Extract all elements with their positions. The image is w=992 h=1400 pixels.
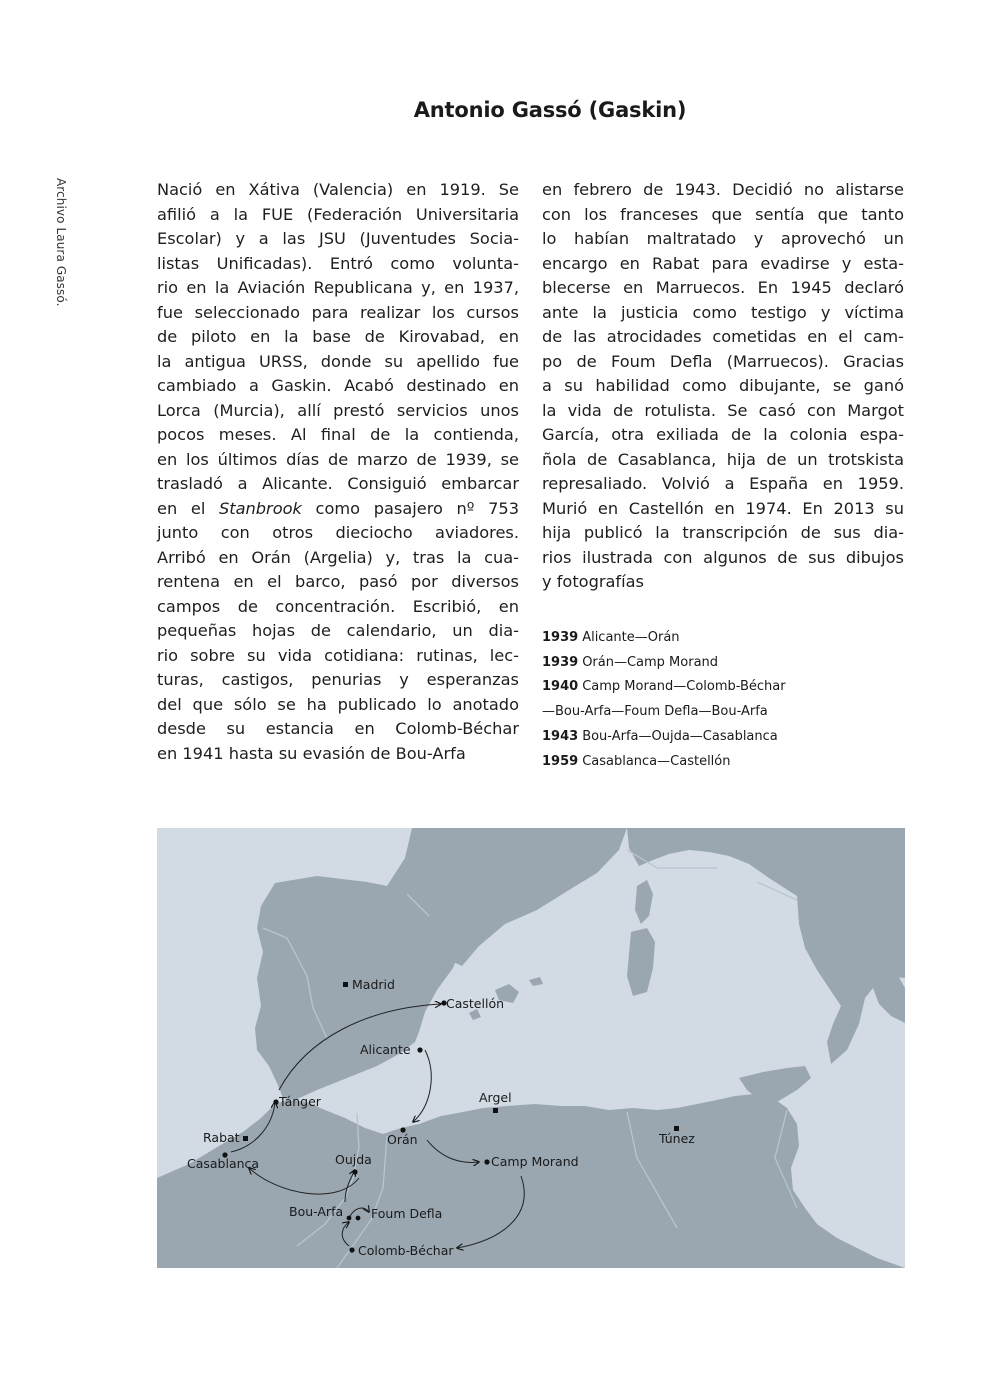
chronology-route: —Bou-Arfa—Foum Defla—Bou-Arfa xyxy=(542,704,768,720)
body-text: en el xyxy=(157,498,219,518)
label-castellon: Castellón xyxy=(446,996,505,1011)
body-line: cambiado a Gaskin. Acabó destinado en xyxy=(157,376,519,395)
route-map-svg xyxy=(157,828,905,1268)
label-argel: Argel xyxy=(479,1090,512,1105)
body-line: la antigua URSS, donde su apellido fue xyxy=(157,351,519,371)
body-line: Escolar) y a las JSU (Juventudes Socia- xyxy=(157,229,519,248)
chronology-item xyxy=(542,675,882,700)
chronology-item xyxy=(542,626,882,651)
marker-argel xyxy=(493,1108,498,1113)
chronology-year: 1940 xyxy=(542,679,579,695)
body-line: lo habían maltratado y aprovechó un xyxy=(542,229,904,248)
body-line: en los últimos días de marzo de 1939, se xyxy=(157,449,519,469)
body-line: po de Foum Defla (Marruecos). Gracias xyxy=(542,351,904,371)
body-line: trasladó a Alicante. Consiguió embarcar xyxy=(157,474,519,493)
body-line: represaliado. Volvió a España en 1959. xyxy=(542,474,904,493)
body-line: García, otra exiliada de la colonia espa- xyxy=(542,425,904,444)
label-colomb-bechar: Colomb-Béchar xyxy=(358,1243,454,1258)
ship-name: Stanbrook xyxy=(218,498,302,518)
body-line: de piloto en la base de Kirovabad, en xyxy=(157,327,519,346)
label-tanger: Tánger xyxy=(279,1094,321,1109)
body-line: rios ilustrada con algunos de sus dibujos xyxy=(542,547,904,567)
body-line: de las atrocidades cometidas en el cam- xyxy=(542,327,904,346)
marker-camp-morand xyxy=(484,1159,489,1164)
body-line: en 1941 hasta su evasión de Bou-Arfa xyxy=(157,743,466,763)
body-line: blecerse en Marruecos. En 1945 declaró xyxy=(542,278,904,297)
body-text: como pasajero nº 753 xyxy=(301,498,519,518)
marker-alicante xyxy=(417,1047,422,1052)
body-line: campos de concentración. Escribió, en xyxy=(157,596,519,616)
body-line: ñola de Casablanca, hija de un trotskista xyxy=(542,449,904,469)
body-line: desde su estancia en Colomb-Béchar xyxy=(157,719,519,738)
chronology-route: Bou-Arfa—Oujda—Casablanca xyxy=(582,728,778,744)
body-line: Lorca (Murcia), allí prestó servicios unos xyxy=(157,400,519,420)
label-bou-arfa: Bou-Arfa xyxy=(289,1204,344,1219)
biography-column-left xyxy=(157,178,519,766)
body-line: en febrero de 1943. Decidió no alistarse xyxy=(542,180,904,199)
body-line: y fotografías xyxy=(542,572,644,591)
label-oujda: Oujda xyxy=(335,1152,372,1167)
chronology-year: 1939 xyxy=(542,654,579,670)
chronology-route: Camp Morand—Colomb-Béchar xyxy=(582,679,786,695)
body-line: Arribó en Orán (Argelia) y, tras la cua- xyxy=(157,547,519,567)
body-line: del que sólo se ha publicado lo anotado xyxy=(157,694,519,714)
body-line: ante la justicia como testigo y víctima xyxy=(542,302,904,322)
marker-colomb-bechar xyxy=(349,1247,354,1252)
chronology-route: Alicante—Orán xyxy=(582,630,680,645)
label-casablanca: Casablanca xyxy=(187,1156,260,1171)
body-line: junto con otros dieciocho aviadores. xyxy=(157,523,519,542)
chronology-year: 1943 xyxy=(542,728,579,744)
marker-rabat xyxy=(243,1136,248,1141)
body-line: fue seleccionado para realizar los cursos xyxy=(157,302,519,322)
label-camp-morand: Camp Morand xyxy=(491,1154,579,1169)
chronology-item xyxy=(542,700,882,725)
label-foum-defla: Foum Defla xyxy=(371,1206,443,1221)
body-line: encargo en Rabat para evadirse y esta- xyxy=(542,253,904,273)
chronology-item xyxy=(542,750,882,775)
body-line: con los franceses que sentía que tanto xyxy=(542,204,904,224)
marker-madrid xyxy=(343,982,348,987)
chronology-year: 1959 xyxy=(542,753,579,769)
body-line: a su habilidad como dibujante, se ganó xyxy=(542,376,904,395)
body-line: afilió a la FUE (Federación Universitaria xyxy=(157,204,519,224)
marker-foum-defla xyxy=(356,1216,361,1221)
chronology-item xyxy=(542,651,882,676)
chronology-list xyxy=(542,626,882,774)
body-line: Nació en Xátiva (Valencia) en 1919. Se xyxy=(157,180,519,199)
side-photo-credit: Archivo Laura Gassó. xyxy=(54,178,68,307)
marker-tanger xyxy=(273,1099,278,1104)
chronology-item xyxy=(542,725,882,750)
label-tunez: Túnez xyxy=(659,1131,695,1146)
body-line: rio en la Aviación Republicana y, en 1937, xyxy=(157,278,519,297)
label-madrid: Madrid xyxy=(352,977,395,992)
body-line: rentena en el barco, pasó por diversos xyxy=(157,572,519,591)
label-oran: Orán xyxy=(387,1132,418,1147)
label-rabat: Rabat xyxy=(203,1130,240,1145)
marker-oujda xyxy=(352,1169,357,1174)
body-line: listas Unificadas). Entró como volunta- xyxy=(157,253,519,273)
marker-bou-arfa xyxy=(347,1216,352,1221)
route-map xyxy=(157,828,905,1268)
label-alicante: Alicante xyxy=(360,1042,411,1057)
chronology-year: 1939 xyxy=(542,630,579,645)
body-line: pocos meses. Al final de la contienda, xyxy=(157,425,519,444)
body-line: pequeñas hojas de calendario, un dia- xyxy=(157,621,519,640)
biography-column-right xyxy=(542,178,904,595)
chronology-route: Casablanca—Castellón xyxy=(582,753,731,769)
chronology-route: Orán—Camp Morand xyxy=(582,654,719,670)
body-line: Murió en Castellón en 1974. En 2013 su xyxy=(542,498,904,518)
body-line xyxy=(157,497,519,522)
body-line: turas, castigos, penurias y esperanzas xyxy=(157,670,519,689)
body-line: la vida de rotulista. Se casó con Margot xyxy=(542,400,904,420)
body-line: rio sobre su vida cotidiana: rutinas, lec- xyxy=(157,645,519,665)
page-title: Antonio Gassó (Gaskin) xyxy=(413,98,687,122)
body-line: hija publicó la transcripción de sus dia- xyxy=(542,523,904,542)
